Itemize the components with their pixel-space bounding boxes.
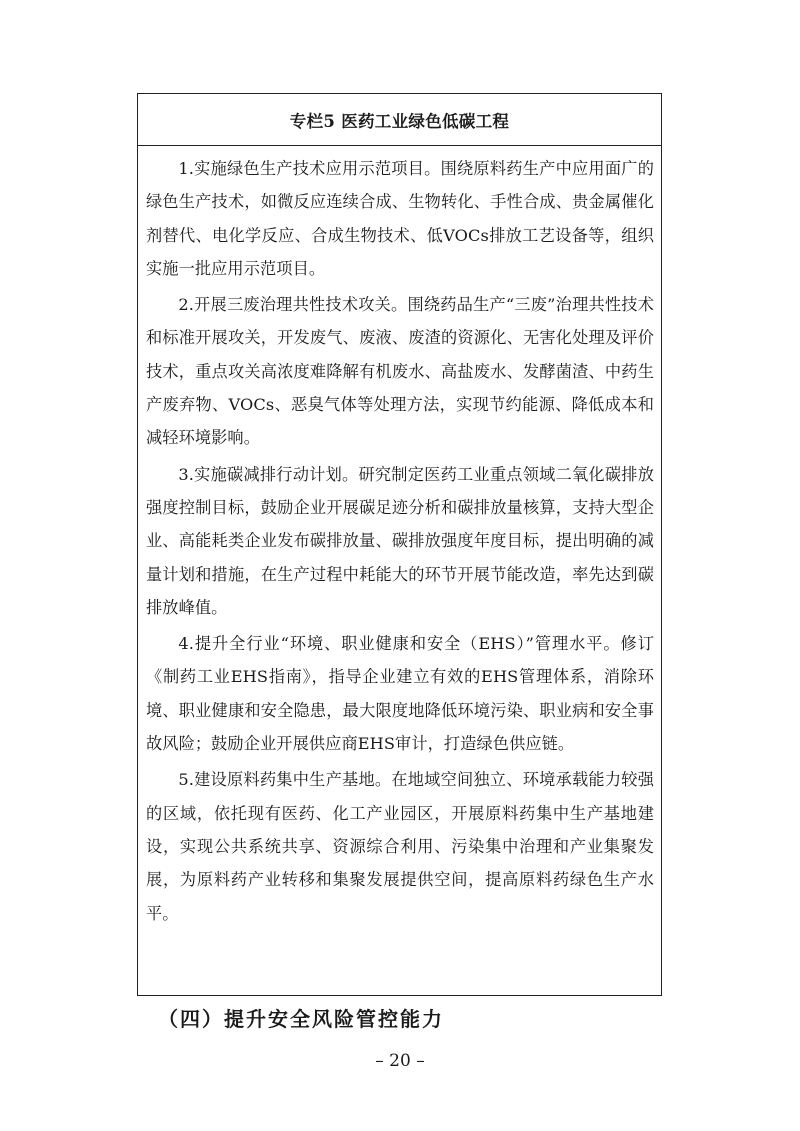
column-body [138, 146, 661, 930]
column-box [137, 93, 662, 996]
paragraph-2: 2.开展三废治理共性技术攻关。围绕药品生产“三废”治理共性技术和标准开展攻关，开发废气、废液、废渣的资源化、无害化处理及评价技术，重点攻关高浓度难降解有机废水、高盐废水、发酵菌渣、中药生产废弃物、VOCs、恶臭气体等处理方法，实现节约能源、降低成本和减轻环境影响。 [146, 295, 654, 448]
page-number: – 20 – [375, 1051, 425, 1071]
column-title: 专栏5 医药工业绿色低碳工程 [138, 94, 661, 146]
section-heading: （四）提升安全风险管控能力 [158, 1007, 444, 1031]
paragraph-4: 4.提升全行业“环境、职业健康和安全（EHS）”管理水平。修订《制药工业EHS指南》，指导企业建立有效的EHS管理体系，消除环境、职业健康和安全隐患，最大限度地降低环境污染、职业病和安全事故风险；鼓励企业开展供应商EHS审计，打造绿色供应链。 [146, 634, 654, 754]
paragraph-1: 1.实施绿色生产技术应用示范项目。围绕原料药生产中应用面广的绿色生产技术，如微反应连续合成、生物转化、手性合成、贵金属催化剂替代、电化学反应、合成生物技术、低VOCs排放工艺设备等，组织实施一批应用示范项目。 [146, 159, 654, 278]
paragraph-5: 5.建设原料药集中生产基地。在地域空间独立、环境承载能力较强的区域，依托现有医药、化工产业园区，开展原料药集中生产基地建设，实现公共系统共享、资源综合利用、污染集中治理和产业集聚发展，为原料药产业转移和集聚发展提供空间，提高原料药绿色生产水平。 [146, 770, 654, 923]
paragraph-3: 3.实施碳减排行动计划。研究制定医药工业重点领域二氧化碳排放强度控制目标，鼓励企业开展碳足迹分析和碳排放量核算，支持大型企业、高能耗类企业发布碳排放量、碳排放强度年度目标，提出明确的减量计划和措施，在生产过程中耗能大的环节开展节能改造，率先达到碳排放峰值。 [146, 464, 654, 617]
